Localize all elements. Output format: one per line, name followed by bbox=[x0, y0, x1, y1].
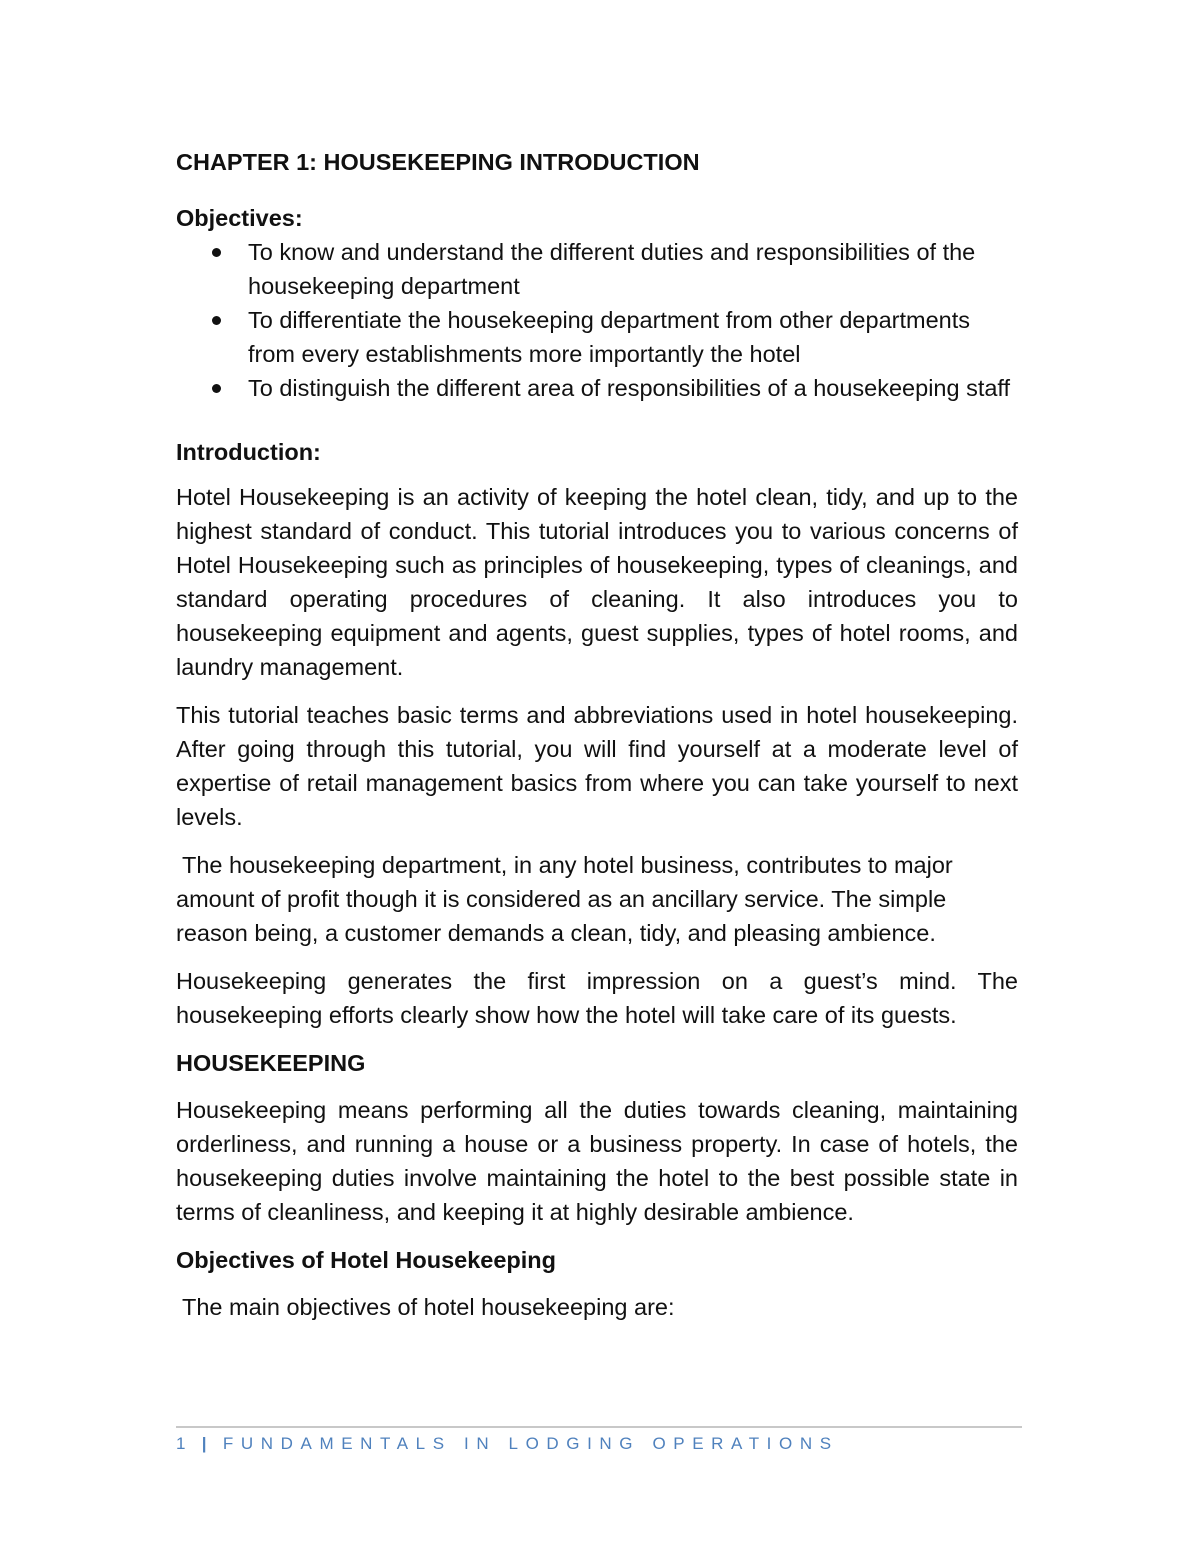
bullet-icon bbox=[212, 384, 221, 393]
footer-title: FUNDAMENTALS IN LODGING OPERATIONS bbox=[222, 1434, 839, 1453]
introduction-paragraph: This tutorial teaches basic terms and abbreviations used in hotel housekeeping. After going through this tutorial, you will find yourself at a moderate level of expertise of retail management basics from where you can take yourself to next levels. bbox=[176, 702, 1018, 830]
footer-divider bbox=[176, 1426, 1022, 1428]
objectives-of-hotel-housekeeping-paragraph: The main objectives of hotel housekeeping are: bbox=[182, 1294, 675, 1320]
objectives-heading: Objectives: bbox=[176, 205, 303, 231]
chapter-title: CHAPTER 1: HOUSEKEEPING INTRODUCTION bbox=[176, 149, 700, 175]
page-number: 1 bbox=[176, 1434, 190, 1453]
housekeeping-paragraph: Housekeeping means performing all the duties towards cleaning, maintaining orderliness, and running a house or a business property. In case of hotels, the housekeeping duties involve maintaining the hotel to the best possible state in terms of cleanliness, and keeping it at highly desirable ambience. bbox=[176, 1097, 1018, 1225]
bullet-icon bbox=[212, 316, 221, 325]
introduction-heading: Introduction: bbox=[176, 439, 321, 465]
page-footer bbox=[176, 1434, 839, 1454]
objective-text: To know and understand the different duties and responsibilities of the housekeeping department bbox=[248, 239, 976, 299]
list-item bbox=[176, 371, 1018, 405]
list-item bbox=[176, 303, 1018, 371]
objective-text: To distinguish the different area of responsibilities of a housekeeping staff bbox=[248, 375, 1011, 401]
housekeeping-heading: HOUSEKEEPING bbox=[176, 1050, 366, 1076]
footer-separator: | bbox=[201, 1434, 211, 1453]
list-item bbox=[176, 235, 1018, 303]
objectives-list bbox=[176, 235, 1018, 405]
introduction-paragraph: Hotel Housekeeping is an activity of keeping the hotel clean, tidy, and up to the highest standard of conduct. This tutorial introduces you to various concerns of Hotel Housekeeping such as principles of housekeeping, types of cleanings, and standard operating procedures of cleaning. It also introduces you to housekeeping equipment and agents, guest supplies, types of hotel rooms, and laundry management. bbox=[176, 484, 1018, 680]
objectives-of-hotel-housekeeping-heading: Objectives of Hotel Housekeeping bbox=[176, 1247, 557, 1273]
introduction-paragraph: Housekeeping generates the first impression on a guest’s mind. The housekeeping efforts clearly show how the hotel will take care of its guests. bbox=[176, 968, 1018, 1028]
bullet-icon bbox=[212, 248, 221, 257]
introduction-paragraph: The housekeeping department, in any hotel business, contributes to major amount of profit though it is considered as an ancillary service. The simple reason being, a customer demands a clean, tidy, and pleasing ambience. bbox=[176, 852, 953, 946]
objective-text: To differentiate the housekeeping department from other departments from every establishments more importantly the hotel bbox=[248, 307, 970, 367]
document-page bbox=[176, 140, 1018, 1338]
